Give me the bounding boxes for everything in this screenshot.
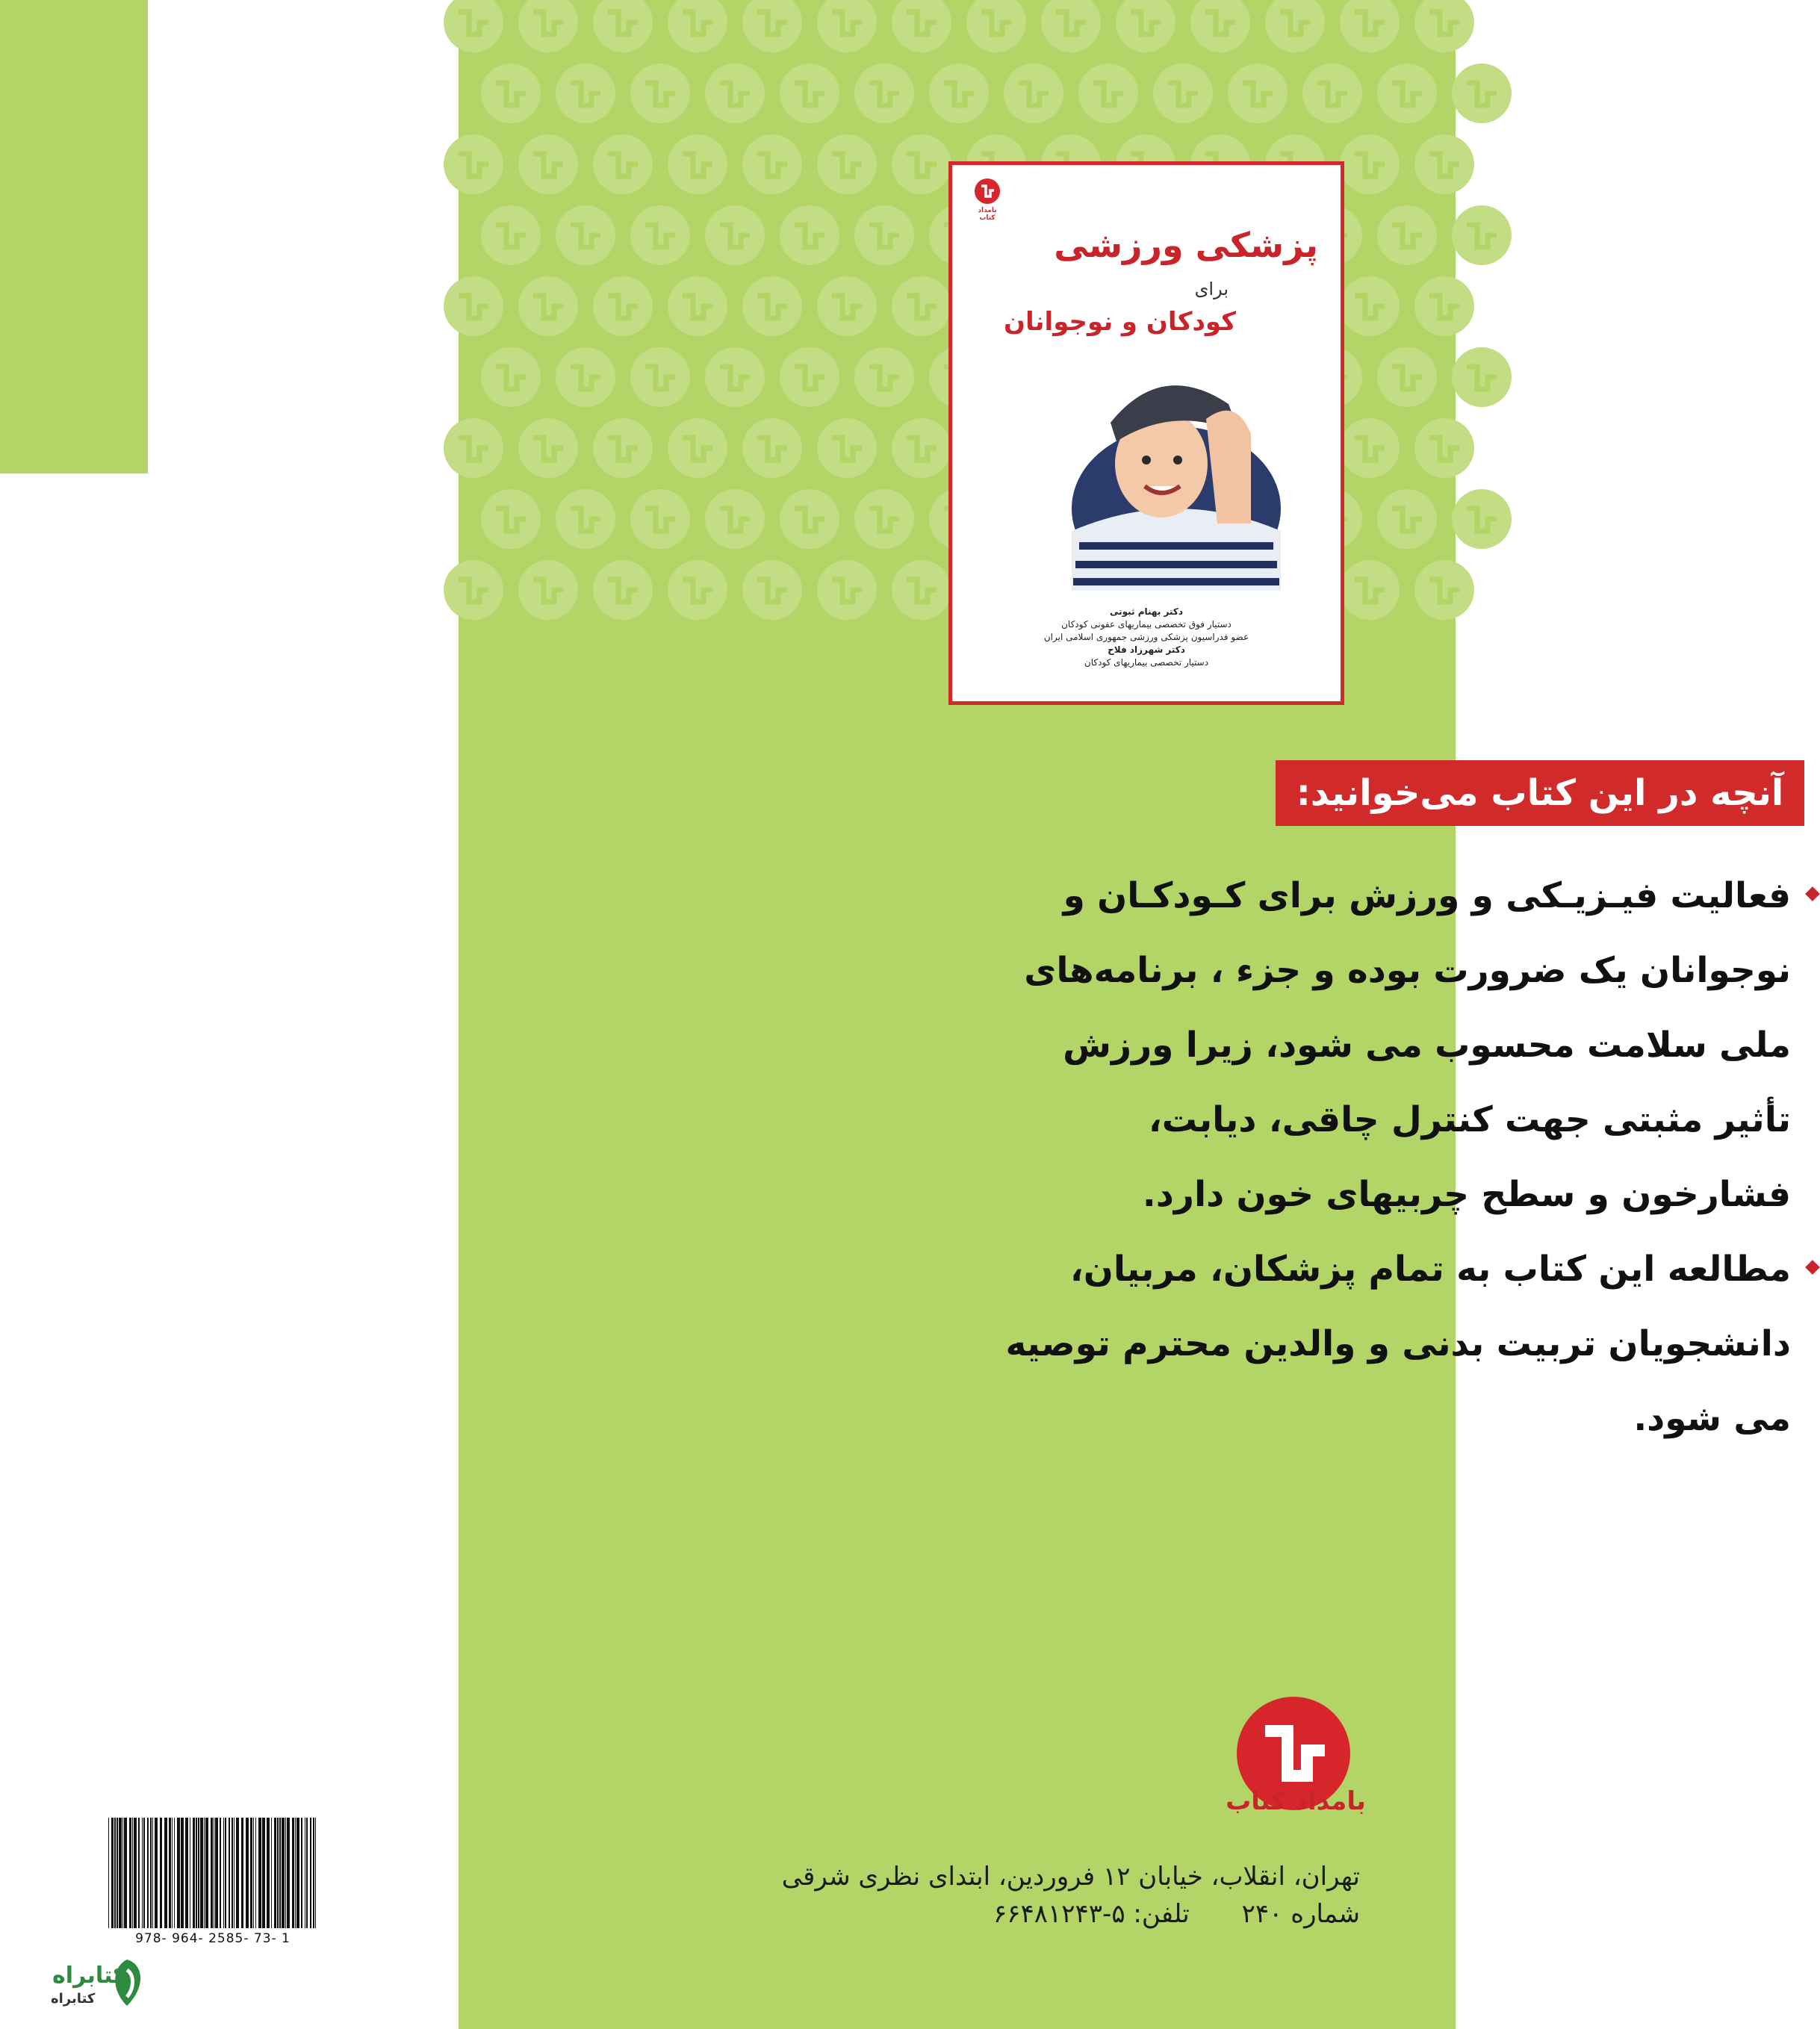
pattern-logo-icon (817, 0, 877, 52)
list-item (981, 859, 1818, 1232)
barcode-bar (152, 1818, 153, 1928)
pattern-logo-icon (854, 347, 914, 407)
barcode-bar (108, 1818, 109, 1928)
diamond-bullet-icon (1805, 1260, 1820, 1275)
barcode-bar (129, 1818, 131, 1928)
pattern-logo-icon (518, 276, 578, 336)
barcode-bar (225, 1818, 226, 1928)
pattern-logo-icon (854, 63, 914, 123)
isbn-barcode (101, 1815, 325, 1957)
barcode-bar (119, 1818, 122, 1928)
barcode-bar (292, 1818, 294, 1928)
pattern-logo-icon (705, 63, 765, 123)
barcode-bar (122, 1818, 123, 1928)
barcode-bar (277, 1818, 279, 1928)
pattern-logo-icon (593, 560, 653, 620)
pattern-logo-icon (817, 560, 877, 620)
barcode-bar (215, 1818, 218, 1928)
thumb-title: پزشکی ورزشی (1054, 225, 1318, 265)
pattern-logo-icon (556, 205, 615, 265)
thumb-publisher-name: بامداد کتاب (978, 207, 997, 222)
barcode-bar (204, 1818, 205, 1928)
publisher-address (613, 1858, 1360, 1933)
pattern-logo-icon (1340, 418, 1400, 478)
bullet-text: فعالیت فیـزیـکی و ورزش برای کـودکـان و نوجوانان یک ضرورت بوده و جزء ، برنامه‌های ملی سلامت محسوب می شود، زیرا ورزش تأثیر مثبتی جهت کنترل چاقی، دیابت، فشارخون و سطح چربیهای خون دارد. (1024, 875, 1791, 1215)
barcode-bar (196, 1818, 197, 1928)
barcode-bar (232, 1818, 233, 1928)
pattern-logo-icon (444, 276, 503, 336)
pattern-logo-icon (929, 63, 989, 123)
pattern-logo-icon (966, 0, 1026, 52)
pattern-logo-icon (892, 134, 951, 194)
thumb-publisher-logo (970, 178, 1004, 222)
pattern-logo-icon (518, 560, 578, 620)
pattern-logo-icon (780, 205, 839, 265)
pattern-logo-icon (742, 0, 802, 52)
pattern-logo-icon (1153, 63, 1213, 123)
pattern-logo-icon (1414, 0, 1474, 52)
back-cover (459, 0, 1791, 2029)
pattern-logo-icon (1041, 0, 1101, 52)
pattern-logo-icon (1302, 63, 1362, 123)
pattern-logo-icon (556, 489, 615, 549)
watermark (15, 1957, 142, 2016)
pattern-logo-icon (817, 418, 877, 478)
barcode-bar (250, 1818, 252, 1928)
barcode-bar (241, 1818, 243, 1928)
credit-line: دستیار تخصصی بیماریهای کودکان (1084, 657, 1209, 668)
pattern-logo-icon (705, 205, 765, 265)
barcode-bar (164, 1818, 167, 1928)
barcode-bar (315, 1818, 316, 1928)
pattern-logo-icon (518, 134, 578, 194)
spine-green-block (0, 0, 148, 473)
pattern-logo-icon (1452, 63, 1512, 123)
pattern-logo-icon (1377, 489, 1437, 549)
pattern-logo-icon (1414, 134, 1474, 194)
pattern-logo-icon (1265, 0, 1325, 52)
pattern-logo-icon (668, 134, 727, 194)
pattern-logo-icon (1340, 0, 1400, 52)
pattern-logo-icon (1340, 560, 1400, 620)
isbn-number: 978- 964- 2585- 73- 1 (135, 1931, 291, 1946)
barcode-bar (177, 1818, 180, 1928)
pattern-logo-icon (780, 347, 839, 407)
boy-photo (1064, 352, 1288, 591)
barcode-bar (124, 1818, 127, 1928)
barcode-bar (174, 1818, 175, 1928)
barcode-bar (287, 1818, 290, 1928)
pattern-logo-icon (668, 560, 727, 620)
pattern-logo-icon (481, 347, 541, 407)
barcode-bar (279, 1818, 281, 1928)
credit-line: دکتر بهنام ثبوتی (1109, 606, 1184, 617)
thumb-credits (952, 606, 1341, 669)
barcode-bar (282, 1818, 285, 1928)
pattern-logo-icon (1452, 489, 1512, 549)
pattern-logo-icon (817, 134, 877, 194)
pattern-logo-icon (780, 63, 839, 123)
pattern-logo-icon (481, 63, 541, 123)
pattern-logo-icon (742, 560, 802, 620)
barcode-bar (132, 1818, 133, 1928)
pattern-logo-icon (668, 0, 727, 52)
barcode-bar (147, 1818, 149, 1928)
pattern-logo-icon (481, 489, 541, 549)
barcode-bar (138, 1818, 140, 1928)
pattern-logo-icon (742, 134, 802, 194)
barcode-bar (193, 1818, 195, 1928)
barcode-bar (142, 1818, 143, 1928)
barcode-bar (253, 1818, 254, 1928)
address-number: شماره ۲۴۰ (1241, 1899, 1360, 1929)
pattern-logo-icon (1452, 205, 1512, 265)
barcode-bar (258, 1818, 261, 1928)
address-line: تهران، انقلاب، خیابان ۱۲ فروردین، ابتدای نظری شرقی (781, 1862, 1360, 1892)
barcode-bar (198, 1818, 199, 1928)
pattern-logo-icon (780, 489, 839, 549)
barcode-bar (111, 1818, 114, 1928)
pattern-logo-icon (1377, 347, 1437, 407)
publisher-logo-icon (975, 178, 1000, 204)
credit-line: دکتر شهرزاد فلاح (1108, 644, 1185, 655)
thumb-subtitle-2: کودکان و نوجوانان (1003, 307, 1236, 337)
barcode-bar (313, 1818, 314, 1928)
pattern-logo-icon (1340, 134, 1400, 194)
pattern-logo-icon (817, 276, 877, 336)
pattern-logo-icon (556, 63, 615, 123)
bullet-text: مطالعه این کتاب به تمام پزشکان، مربیان، دانشجویان تربیت بدنی و والدین محترم توصیه می شود. (1005, 1249, 1791, 1439)
barcode-bar (169, 1818, 171, 1928)
barcode-bar (274, 1818, 276, 1928)
barcode-bar (181, 1818, 184, 1928)
pattern-logo-icon (593, 276, 653, 336)
barcode-bar (185, 1818, 188, 1928)
pattern-logo-icon (705, 489, 765, 549)
pattern-logo-icon (1340, 276, 1400, 336)
pattern-logo-icon (892, 560, 951, 620)
pattern-logo-icon (1078, 63, 1138, 123)
pattern-logo-icon (1414, 560, 1474, 620)
pattern-logo-icon (444, 0, 503, 52)
pattern-logo-icon (1228, 63, 1288, 123)
barcode-bar (155, 1818, 158, 1928)
barcode-bar (160, 1818, 162, 1928)
bullet-list (981, 859, 1818, 1456)
pattern-logo-icon (892, 0, 951, 52)
address-phone: تلفن: ۵-۶۶۴۸۱۲۴۳ (993, 1899, 1190, 1929)
list-item (981, 1232, 1818, 1456)
pattern-logo-icon (668, 276, 727, 336)
barcode-bar (262, 1818, 265, 1928)
pattern-logo-icon (854, 205, 914, 265)
barcode-bar (301, 1818, 302, 1928)
barcode-bar (310, 1818, 311, 1928)
pattern-logo-icon (444, 418, 503, 478)
pattern-logo-icon (481, 205, 541, 265)
section-heading: آنچه در این کتاب می‌خوانید: (1276, 760, 1804, 826)
watermark-text: کتابراه (52, 1963, 126, 1989)
pattern-logo-icon (630, 63, 690, 123)
pattern-logo-icon (630, 347, 690, 407)
barcode-bar (117, 1818, 118, 1928)
barcode-bar (211, 1818, 213, 1928)
pattern-logo-icon (742, 418, 802, 478)
pattern-logo-icon (1452, 347, 1512, 407)
pattern-logo-icon (705, 347, 765, 407)
barcode-bar (200, 1818, 203, 1928)
pattern-logo-icon (742, 276, 802, 336)
pattern-logo-icon (1116, 0, 1175, 52)
pattern-logo-icon (1004, 63, 1063, 123)
barcode-bar (229, 1818, 230, 1928)
pattern-logo-icon (556, 347, 615, 407)
barcode-bar (172, 1818, 173, 1928)
pattern-logo-icon (630, 489, 690, 549)
address-contact (613, 1895, 1360, 1933)
pattern-logo-icon (892, 418, 951, 478)
pattern-logo-icon (892, 276, 951, 336)
barcode-bar (134, 1818, 137, 1928)
barcode-bar (271, 1818, 272, 1928)
pattern-logo-icon (593, 0, 653, 52)
barcode-bar (295, 1818, 296, 1928)
barcode-icon (105, 1818, 320, 1930)
pattern-logo-icon (630, 205, 690, 265)
pattern-logo-icon (593, 418, 653, 478)
watermark-subtext: کتابراه (51, 1991, 96, 2007)
barcode-bar (234, 1818, 235, 1928)
barcode-bar (306, 1818, 308, 1928)
pattern-logo-icon (854, 489, 914, 549)
barcode-bar (220, 1818, 221, 1928)
barcode-bar (143, 1818, 145, 1928)
pattern-logo-icon (1414, 276, 1474, 336)
publisher-name: بامداد کتاب (1226, 1786, 1366, 1816)
credit-line: دستیار فوق تخصصی بیماریهای عفونی کودکان (1061, 619, 1232, 630)
barcode-bar (255, 1818, 256, 1928)
barcode-bar (285, 1818, 286, 1928)
barcode-bar (205, 1818, 208, 1928)
pattern-logo-icon (1414, 418, 1474, 478)
barcode-bar (236, 1818, 239, 1928)
pattern-logo-icon (668, 418, 727, 478)
pattern-logo-icon (518, 0, 578, 52)
inner-book-cover (948, 161, 1344, 705)
barcode-bar (223, 1818, 224, 1928)
credit-line: عضو فدراسیون پزشکی ورزشی جمهوری اسلامی ایران (1043, 632, 1249, 642)
pattern-logo-icon (518, 418, 578, 478)
barcode-bar (267, 1818, 270, 1928)
thumb-subtitle-1: برای (1194, 279, 1229, 299)
barcode-bar (246, 1818, 249, 1928)
barcode-bar (296, 1818, 299, 1928)
pattern-logo-icon (444, 134, 503, 194)
barcode-bar (150, 1818, 152, 1928)
pattern-logo-icon (1190, 0, 1250, 52)
pattern-logo-icon (593, 134, 653, 194)
diamond-bullet-icon (1805, 886, 1820, 901)
pattern-logo-icon (1377, 63, 1437, 123)
pattern-logo-icon (444, 560, 503, 620)
pattern-logo-icon (1377, 205, 1437, 265)
barcode-bar (114, 1818, 116, 1928)
